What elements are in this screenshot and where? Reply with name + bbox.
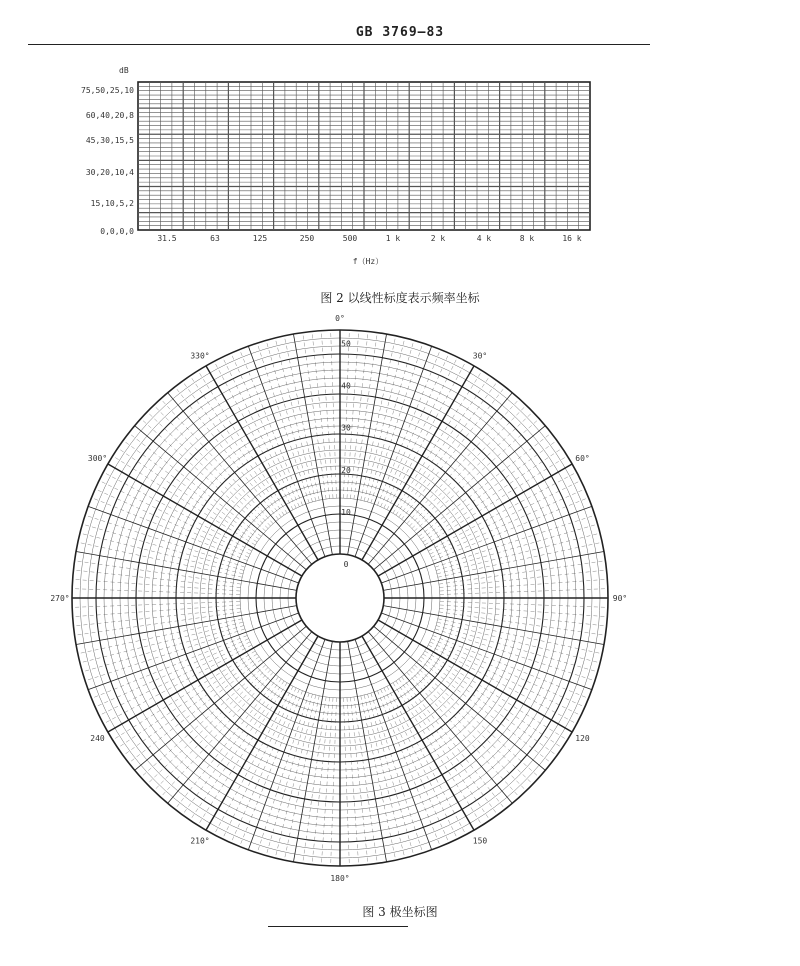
polar-minor-spoke [231,689,299,842]
x-axis-label: 125 [252,234,268,243]
polar-spoke [88,506,298,583]
radial-scale-label: 20 [341,465,351,475]
polar-minor-spoke [412,667,533,784]
angle-label: 60° [575,454,590,463]
polar-spoke [76,551,297,590]
polar-minor-spoke [92,498,248,561]
polar-minor-spoke [438,619,602,654]
x-axis-label: 1 k [385,234,401,243]
x-axis-label: 63 [210,234,220,243]
x-axis-label: 4 k [476,234,492,243]
polar-minor-spoke [431,639,584,707]
polar-minor-spoke [284,696,319,860]
polar-spoke [381,506,591,583]
polar-minor-spoke [343,698,349,866]
polar-minor-spoke [381,353,449,506]
y-axis-label: 0,0,0,0 [100,227,134,236]
polar-minor-spoke [361,696,396,860]
y-axis-label: 60,40,20,8 [85,111,134,120]
polar-spoke [355,639,432,849]
polar-minor-spoke [439,612,605,635]
x-axis-label: 250 [299,234,315,243]
angle-label: 240 [90,734,105,743]
polar-minor-spoke [321,331,333,499]
polar-minor-spoke [72,601,240,607]
angle-label: 0° [335,314,345,323]
polar-spoke [374,626,546,770]
polar-minor-spoke [73,605,241,617]
y-axis-label: 45,30,15,5 [85,136,134,145]
polar-minor-spoke [73,608,240,626]
polar-minor-spoke [354,333,377,499]
polar-minor-spoke [223,688,297,839]
polar-spoke [76,606,297,645]
angle-label: 30° [472,351,488,361]
polar-minor-spoke [331,330,337,498]
polar-minor-spoke [75,561,241,584]
polar-coordinate-chart [0,312,800,902]
x-axis-title: f（Hz） [352,257,384,266]
x-axis-label: 2 k [430,234,446,243]
polar-minor-spoke [154,405,271,526]
x-axis-label: 500 [342,234,358,243]
polar-spoke [374,426,546,570]
x-axis-label: 16 k [562,234,582,243]
polar-minor-spoke [154,670,271,791]
radial-scale-label: 0 [343,560,349,569]
y-axis-label: 75,50,25,10 [81,86,134,95]
polar-spoke [368,632,512,804]
polar-minor-spoke [73,579,241,591]
frequency-grid-chart [0,60,800,285]
standard-number-header: GB 3769—83 [355,25,445,40]
polar-minor-spoke [78,542,242,577]
polar-spoke [168,632,312,804]
radial-scale-label: 40 [341,381,351,391]
polar-minor-spoke [240,350,303,506]
polar-minor-spoke [361,336,396,500]
y-axis-label: 15,10,5,2 [90,199,134,208]
polar-minor-spoke [350,697,368,864]
polar-minor-spoke [384,357,458,508]
polar-spoke [355,346,432,556]
polar-minor-spoke [440,605,608,617]
header-rule [28,44,650,45]
polar-minor-spoke [440,589,608,595]
polar-minor-spoke [147,412,268,529]
polar-spoke [88,613,298,690]
angle-label: 180° [330,874,350,883]
polar-minor-spoke [284,336,319,500]
polar-minor-spoke [73,570,240,588]
polar-minor-spoke [430,481,581,555]
polar-minor-spoke [99,481,250,555]
polar-minor-spoke [412,412,533,529]
polar-minor-spoke [440,601,608,607]
polar-minor-spoke [92,635,248,698]
polar-minor-spoke [377,691,440,847]
polar-minor-spoke [312,697,330,864]
polar-minor-spoke [433,635,589,698]
angle-label: 210° [190,836,210,846]
polar-minor-spoke [321,698,333,866]
polar-ring [280,538,400,658]
frequency-grid-lines [138,82,590,230]
radial-scale-labels [341,339,351,569]
polar-spoke [368,393,512,565]
polar-spoke [168,393,312,565]
y-axis-labels [81,86,134,236]
polar-minor-spoke [78,619,242,654]
x-axis-labels [157,234,581,243]
polar-minor-spoke [147,667,268,784]
polar-minor-spoke [99,642,250,716]
polar-minor-spoke [354,697,377,863]
polar-minor-spoke [377,350,440,506]
y-axis-label: 30,20,10,4 [85,168,134,177]
polar-minor-spoke [430,642,581,716]
polar-spoke [135,426,307,570]
angle-label: 90° [612,594,628,603]
angle-label: 300° [87,454,108,463]
polar-minor-spoke [431,489,584,557]
polar-spoke [383,606,604,645]
figure-2-caption: 图 2 以线性标度表示频率坐标 [320,291,480,305]
polar-minor-spoke [240,691,303,847]
polar-minor-spoke [438,542,602,577]
angle-label: 270° [50,594,70,603]
polar-minor-spoke [439,608,606,626]
figure-3-caption: 图 3 极坐标图 [362,905,438,919]
polar-minor-spoke [303,333,326,499]
radial-scale-label: 50 [341,339,351,349]
polar-spoke [348,641,387,862]
polar-spoke [383,551,604,590]
polar-minor-spoke [75,612,241,635]
polar-minor-spoke [350,331,368,498]
polar-minor-spoke [384,688,458,839]
polar-minor-spoke [72,589,240,595]
angle-label: 120 [575,734,590,743]
polar-spoke [248,639,325,849]
angle-label: 330° [190,351,210,361]
polar-minor-spoke [347,698,359,866]
polar-minor-spoke [95,639,248,707]
polar-minor-spoke [440,579,608,591]
polar-minor-spoke [409,405,526,526]
polar-ring [288,546,392,650]
radial-scale-label: 10 [341,507,351,517]
polar-spoke [248,346,325,556]
polar-minor-spoke [231,353,299,506]
polar-minor-spoke [409,670,526,791]
polar-minor-spoke [439,570,606,588]
polar-minor-spoke [95,489,248,557]
polar-spoke [348,334,387,555]
polar-minor-spoke [433,498,589,561]
polar-minor-spoke [381,689,449,842]
polar-minor-spoke [303,697,326,863]
polar-spoke [135,626,307,770]
polar-spoke [293,334,332,555]
polar-spoke [293,641,332,862]
polar-ring [296,554,384,642]
polar-spoke [381,613,591,690]
y-unit-label: dB [119,66,129,75]
x-axis-label: 31.5 [157,234,177,243]
polar-grid-lines [72,330,608,866]
polar-minor-spoke [223,357,297,508]
polar-minor-spoke [331,698,337,866]
footer-rule [268,926,408,927]
angle-label: 150 [472,836,488,846]
polar-minor-spoke [312,331,330,498]
x-axis-label: 8 k [519,234,535,243]
radial-scale-label: 30 [341,423,351,433]
polar-minor-spoke [439,561,605,584]
